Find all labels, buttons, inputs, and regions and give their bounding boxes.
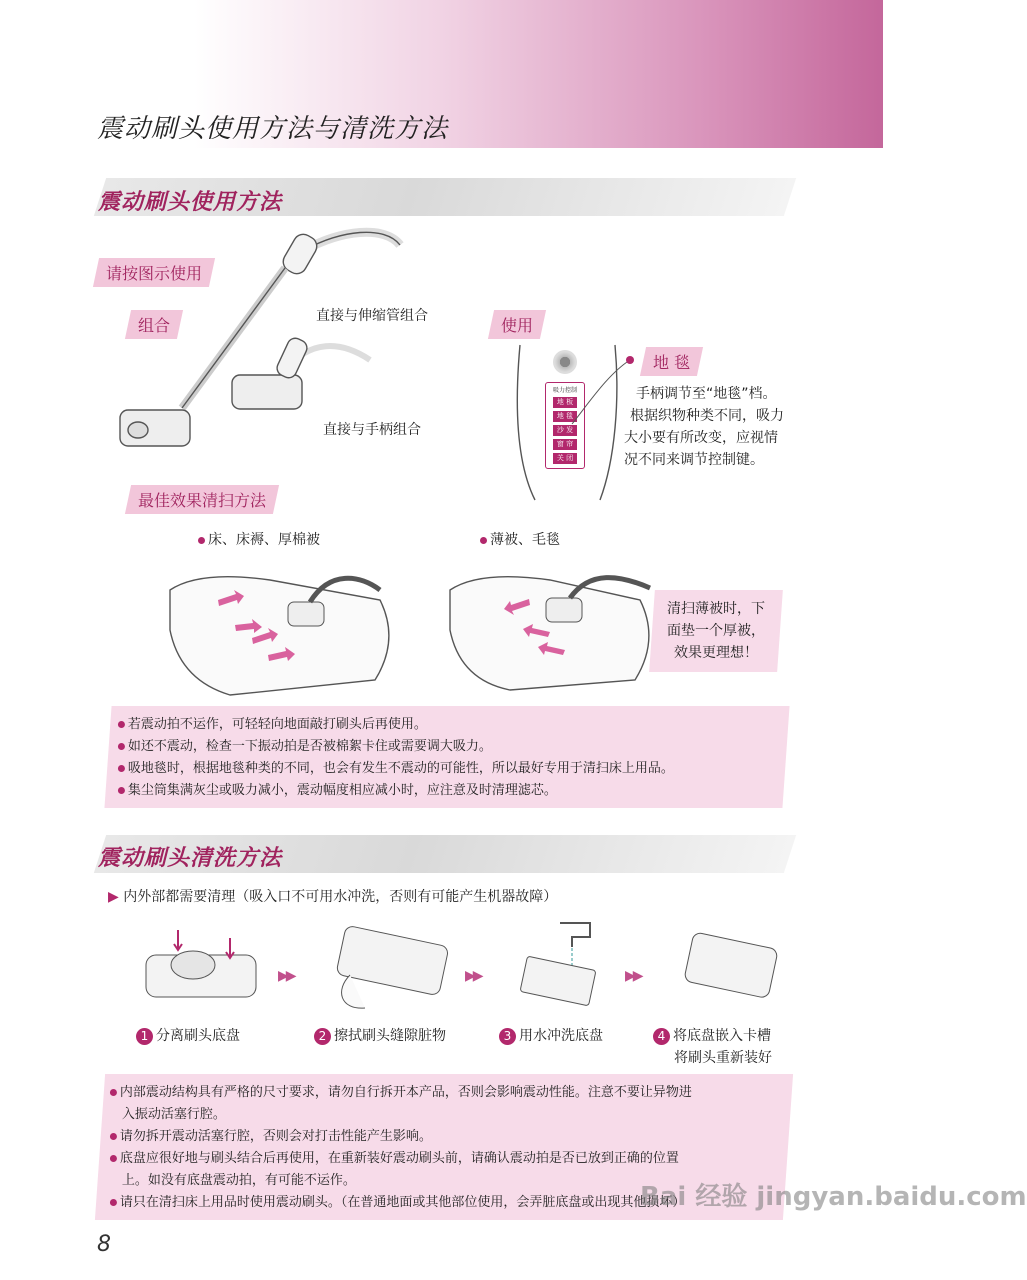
note-text: 如还不震动，检查一下振动拍是否被棉絮卡住或需要调大吸力。 xyxy=(127,739,492,754)
tip-line: 面垫一个厚被， xyxy=(667,623,765,639)
carpet-desc-line: 手柄调节至“地毯”档。 xyxy=(636,386,777,402)
bed-illustration-thick xyxy=(160,560,400,700)
tag-best-method: 最佳效果清扫方法 xyxy=(125,485,279,514)
next-arrow-icon: ▶▶ xyxy=(625,968,641,984)
step2-illustration xyxy=(320,920,455,1015)
carpet-desc-line: 根据织物种类不同，吸力 xyxy=(630,408,784,424)
note-item xyxy=(118,758,776,780)
step3-illustration xyxy=(515,918,615,1013)
bullet-dot xyxy=(118,787,125,794)
section-title-usage: 震动刷头使用方法 xyxy=(98,190,283,215)
bullet-dot xyxy=(118,743,125,750)
cleaning-intro-text: 内外部都需要清理（吸入口不可用水冲洗，否则有可能产生机器故障） xyxy=(123,889,558,905)
step-label: 擦拭刷头缝隙脏物 xyxy=(334,1028,446,1044)
bullet-dot xyxy=(110,1199,117,1206)
triangle-icon: ▶ xyxy=(108,889,119,905)
bullet-dot xyxy=(110,1089,117,1096)
case-thick xyxy=(198,529,320,549)
control-button-sofa[interactable]: 沙 发 xyxy=(553,425,577,436)
tip-box xyxy=(649,590,783,672)
note-item xyxy=(118,736,776,758)
step-2 xyxy=(314,1025,446,1045)
note-text: 底盘应很好地与刷头结合后再使用，在重新装好震动刷头前，请确认震动拍是否已放到正确的位置 xyxy=(119,1151,679,1166)
step-1 xyxy=(136,1025,240,1045)
control-panel-title: 吸力控制 xyxy=(552,387,577,394)
note-item xyxy=(118,780,776,802)
label-handle-assembly: 直接与手柄组合 xyxy=(323,422,421,438)
note-item xyxy=(110,1148,778,1170)
step1-illustration xyxy=(138,920,268,1015)
note-text: 请只在清扫床上用品时使用震动刷头。（在普通地面或其他部位使用，会弄脏底盘或出现其他损坏） xyxy=(119,1195,686,1210)
section-title-cleaning: 震动刷头清洗方法 xyxy=(98,846,283,871)
note-text: 集尘筒集满灰尘或吸力减小，震动幅度相应减小时，应注意及时清理滤芯。 xyxy=(127,783,557,798)
step-number: 4 xyxy=(653,1028,670,1045)
note-item xyxy=(110,1126,778,1148)
bullet-dot xyxy=(480,537,487,544)
page-number: 8 xyxy=(97,1232,111,1257)
bullet-dot xyxy=(110,1155,117,1162)
note-text: 若震动拍不运作，可轻轻向地面敲打刷头后再使用。 xyxy=(127,717,427,732)
label-tube-assembly: 直接与伸缩管组合 xyxy=(316,308,428,324)
control-button-carpet[interactable]: 地 毯 xyxy=(553,411,577,422)
tip-line: 效果更理想！ xyxy=(674,645,758,661)
note-text: 内部震动结构具有严格的尺寸要求，请勿自行拆开本产品，否则会影响震动性能。注意不要让异物进 xyxy=(119,1085,692,1100)
step-label: 将底盘嵌入卡槽 xyxy=(673,1028,771,1044)
tip-line: 清扫薄被时，下 xyxy=(667,601,765,617)
bullet-dot xyxy=(118,765,125,772)
control-button-floor[interactable]: 地 板 xyxy=(553,397,577,408)
note-text-continued: 入振动活塞行腔。 xyxy=(121,1107,226,1122)
case-thick-label: 床、床褥、厚棉被 xyxy=(208,532,320,548)
watermark: Bai 经验 jingyan.baidu.com xyxy=(640,1182,1027,1212)
notes-box-usage xyxy=(104,706,789,808)
step-label: 用水冲洗底盘 xyxy=(519,1028,603,1044)
carpet-desc-line: 大小要有所改变，应视情 xyxy=(624,430,778,446)
step-4-second-line: 将刷头重新装好 xyxy=(674,1050,772,1066)
note-text: 吸地毯时，根据地毯种类的不同，也会有发生不震动的可能性，所以最好专用于清扫床上用品。 xyxy=(127,761,674,776)
note-item xyxy=(118,714,776,736)
next-arrow-icon: ▶▶ xyxy=(465,968,481,984)
step4-illustration xyxy=(680,920,780,1015)
note-text: 请勿拆开震动活塞行腔，否则会对打击性能产生影响。 xyxy=(119,1129,432,1144)
control-button-off[interactable]: 关 闭 xyxy=(553,453,577,464)
note-text-continued: 上。如没有底盘震动拍，有可能不运作。 xyxy=(121,1173,356,1188)
bullet-dot xyxy=(198,537,205,544)
step-number: 1 xyxy=(136,1028,153,1045)
bullet-dot xyxy=(110,1133,117,1140)
case-thin-label: 薄被、毛毯 xyxy=(490,532,560,548)
step-label: 分离刷头底盘 xyxy=(156,1028,240,1044)
cleaning-intro xyxy=(108,886,557,906)
case-thin xyxy=(480,529,560,549)
page-title: 震动刷头使用方法与清洗方法 xyxy=(97,114,449,144)
next-arrow-icon: ▶▶ xyxy=(278,968,294,984)
carpet-desc-line: 况不同来调节控制键。 xyxy=(624,452,764,468)
step-number: 3 xyxy=(499,1028,516,1045)
step-4 xyxy=(653,1025,771,1045)
tag-carpet: 地 毯 xyxy=(640,347,703,376)
tag-assembly: 组合 xyxy=(125,310,183,339)
bullet-dot xyxy=(118,721,125,728)
tag-follow: 请按图示使用 xyxy=(93,258,215,287)
note-item xyxy=(110,1082,778,1104)
control-button-curtain[interactable]: 窗 帘 xyxy=(553,439,577,450)
bed-illustration-thin xyxy=(440,560,680,700)
step-number: 2 xyxy=(314,1028,331,1045)
carpet-description xyxy=(624,383,784,471)
step-3 xyxy=(499,1025,603,1045)
tag-use: 使用 xyxy=(488,310,546,339)
